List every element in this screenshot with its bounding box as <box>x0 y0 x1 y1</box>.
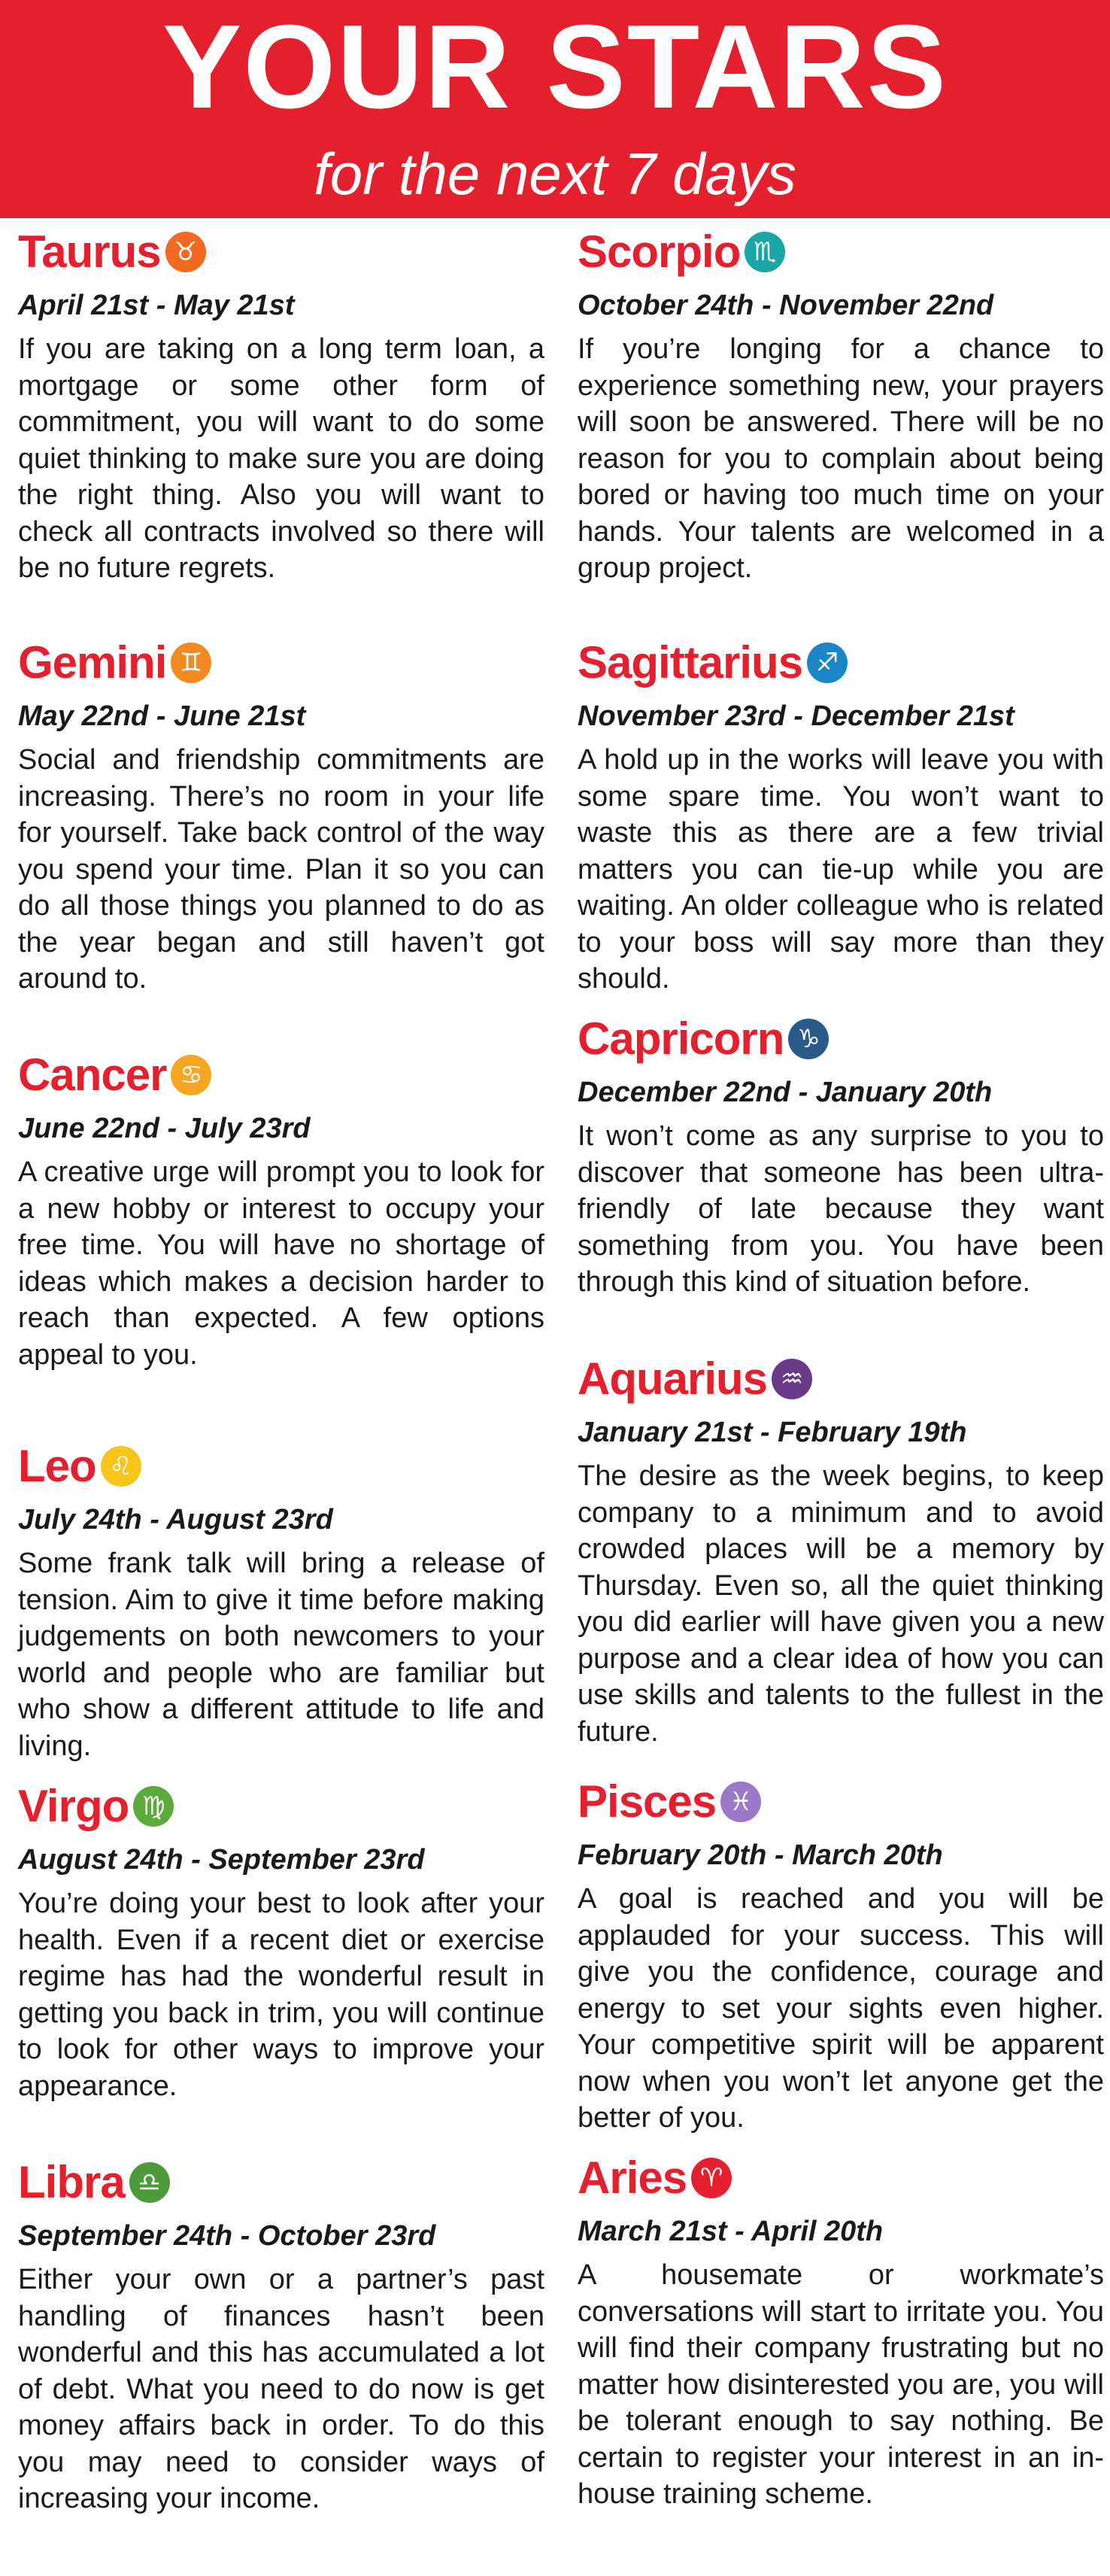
sign-gemini <box>18 633 544 998</box>
sign-text: Social and friendship commitments are increasing. There’s no room in your life for yourself. Take back control of the way you spend your time. Plan it so you can do all those things you planned to do as the year began and still haven’t got around to. <box>18 744 544 995</box>
sign-dates: September 24th - October 23rd <box>18 2220 436 2252</box>
aries-icon: ♈ <box>691 2158 732 2198</box>
sign-text: Either your own or a partner’s past handling of finances hasn’t been wonderful and this has accumulated a lot of debt. What you need to do now is get money affairs back in order. To do this you may need to consider ways of increasing your income. <box>18 2264 544 2514</box>
sign-pisces <box>578 1773 1104 2137</box>
sign-dates: July 24th - August 23rd <box>18 1504 333 1536</box>
sign-text: A hold up in the works will leave you with some spare time. You won’t want to waste this as there are a few trivial matters you can tie-up while you are waiting. An older colleague who is related to your boss will say more than they should. <box>578 744 1104 995</box>
sign-name: Scorpio <box>578 226 741 277</box>
sign-name: Pisces <box>578 1776 717 1827</box>
sagittarius-icon: ♐ <box>807 642 848 683</box>
sign-libra <box>18 2153 544 2517</box>
header-banner <box>0 0 1110 218</box>
sign-dates: March 21st - April 20th <box>578 2216 884 2247</box>
sign-text: If you are taking on a long term loan, a mortgage or some other form of commitment, you will want to do some quiet thinking to make sure you are doing the right thing. Also you will want to check all contracts involved so there will be no future regrets. <box>18 333 544 584</box>
sign-dates: January 21st - February 19th <box>578 1417 967 1448</box>
page-subtitle: for the next 7 days <box>314 141 796 207</box>
sign-sagittarius <box>578 633 1104 998</box>
sign-aquarius <box>578 1350 1104 1750</box>
sign-taurus <box>18 223 544 587</box>
sign-name: Gemini <box>18 637 167 688</box>
pisces-icon: ♓ <box>720 1782 761 1822</box>
sign-text: The desire as the week begins, to keep company to a minimum and to avoid crowded places will be a memory by Thursday. Even so, all the quiet thinking you did earlier will have given you a new purpose and a clear idea of how you can use skills and talents to the fullest in the future. <box>578 1460 1104 1748</box>
sign-name: Capricorn <box>578 1013 784 1064</box>
scorpio-icon: ♏ <box>745 232 785 272</box>
sign-name: Virgo <box>18 1781 129 1831</box>
sign-name: Cancer <box>18 1050 167 1100</box>
cancer-icon: ♋ <box>171 1055 211 1095</box>
capricorn-icon: ♑ <box>788 1019 829 1059</box>
sign-text: If you’re longing for a chance to experience something new, your prayers will soon be answered. There will be no reason for you to complain about being bored or having too much time on your hands. Your talents are welcomed in a group project. <box>578 333 1104 584</box>
sign-dates: February 20th - March 20th <box>578 1839 943 1871</box>
sign-dates: June 22nd - July 23rd <box>18 1113 311 1144</box>
sign-text: A housemate or workmate’s conversations will start to irritate you. You will find their company frustrating but no matter how disinterested you are, you will be tolerant enough to say nothing. Be certain to register your interest in an in-house training scheme. <box>578 2259 1104 2510</box>
gemini-icon: ♊ <box>171 642 211 683</box>
page-title: YOUR STARS <box>162 1 948 133</box>
taurus-icon: ♉ <box>165 232 206 272</box>
sign-leo <box>18 1437 544 1764</box>
sign-name: Sagittarius <box>578 637 803 688</box>
sign-text: Some frank talk will bring a release of tension. Aim to give it time before making judgements on both newcomers to your world and people who are familiar but who show a different attitude to life and living. <box>18 1548 544 1762</box>
sign-virgo <box>18 1777 544 2104</box>
sign-dates: August 24th - September 23rd <box>18 1844 425 1876</box>
leo-icon: ♌ <box>101 1446 141 1487</box>
sign-name: Aquarius <box>578 1353 768 1404</box>
sign-dates: April 21st - May 21st <box>18 290 295 321</box>
sign-name: Aries <box>578 2152 687 2203</box>
sign-text: It won’t come as any surprise to you to discover that someone has been ultra-friendly of late because they want something from you. You have been through this kind of situation before. <box>578 1120 1104 1298</box>
sign-cancer <box>18 1046 544 1373</box>
sign-name: Taurus <box>18 226 161 277</box>
sign-name: Leo <box>18 1441 96 1491</box>
virgo-icon: ♍ <box>133 1786 174 1827</box>
sign-dates: May 22nd - June 21st <box>18 700 306 732</box>
aquarius-icon: ♒ <box>772 1359 812 1399</box>
sign-text: You’re doing your best to look after your health. Even if a recent diet or exercise regime has had the wonderful result in getting you back in trim, you will continue to look for other ways to improve your appearance. <box>18 1888 544 2102</box>
sign-dates: October 24th - November 22nd <box>578 290 994 321</box>
sign-text: A creative urge will prompt you to look for a new hobby or interest to occupy your free time. You will have no shortage of ideas which makes a decision harder to reach than expected. A few options appeal to you. <box>18 1156 544 1371</box>
sign-dates: December 22nd - January 20th <box>578 1077 993 1108</box>
sign-capricorn <box>578 1010 1104 1301</box>
sign-aries <box>578 2149 1104 2513</box>
libra-icon: ♎ <box>129 2162 170 2203</box>
sign-dates: November 23rd - December 21st <box>578 700 1014 732</box>
sign-name: Libra <box>18 2157 125 2207</box>
sign-scorpio <box>578 223 1104 587</box>
sign-text: A goal is reached and you will be applauded for your success. This will give you the confidence, courage and energy to set your sights even higher. Your competitive spirit will be apparent now when you won’t let anyone get the better of you. <box>578 1883 1104 2134</box>
